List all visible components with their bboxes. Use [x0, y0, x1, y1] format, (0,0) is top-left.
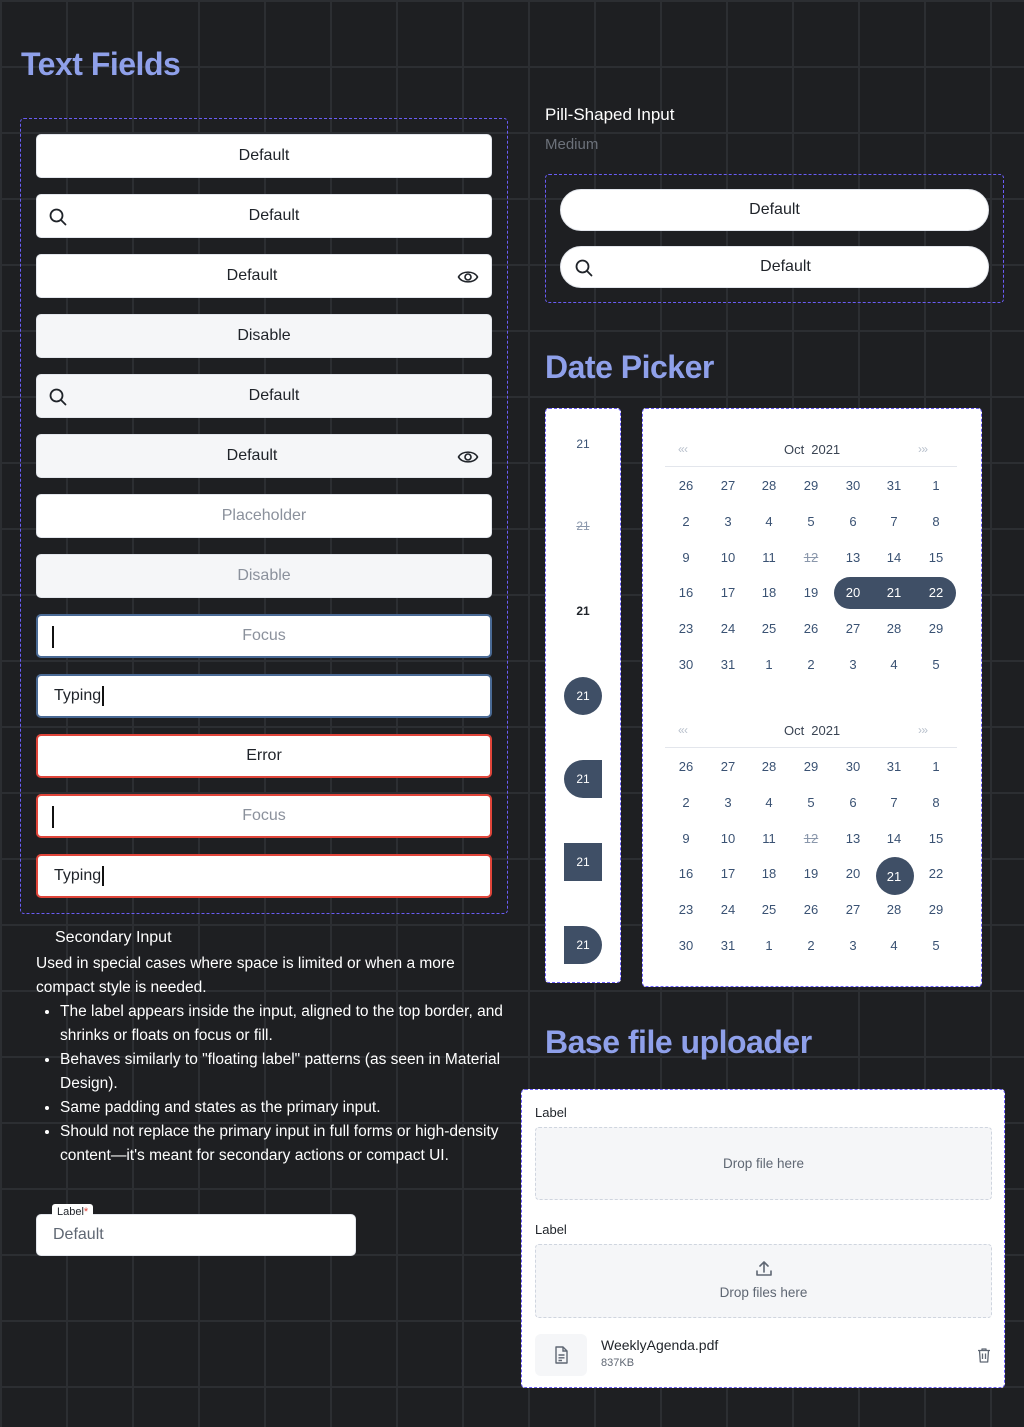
calendar-day[interactable]: 8	[932, 794, 940, 810]
calendar-day[interactable]: 28	[886, 621, 902, 637]
calendar-month: Oct	[784, 723, 805, 738]
trash-icon[interactable]	[975, 1346, 993, 1364]
calendar-day[interactable]: 16	[678, 866, 694, 882]
calendar-day[interactable]: 25	[761, 621, 777, 637]
text-caret	[52, 806, 54, 828]
calendar-day[interactable]: 31	[886, 478, 902, 493]
calendar-day[interactable]: 14	[886, 549, 902, 565]
calendar-day[interactable]: 4	[890, 938, 898, 953]
calendar-day[interactable]: 17	[720, 866, 736, 882]
list-item: • The label appears inside the input, aligned to the top border, and shrinks or floats on focus or fill.	[60, 1000, 506, 1048]
calendar-day[interactable]: 31	[886, 759, 902, 774]
uploader-label: Label	[535, 1105, 567, 1120]
upload-icon	[754, 1259, 774, 1279]
calendar-day[interactable]: 11	[762, 830, 776, 846]
pill-input-value: Default	[760, 258, 811, 275]
text-field-value: Default	[226, 447, 278, 464]
uploader-title: Base file uploader	[545, 1024, 812, 1060]
text-field-search-filled[interactable]	[36, 374, 492, 418]
day-disabled: 21	[576, 519, 590, 533]
required-mark: *	[83, 1206, 89, 1218]
calendar-day: 12	[803, 549, 819, 565]
day-range-start[interactable]: 21	[564, 760, 602, 798]
calendar-day[interactable]: 29	[803, 759, 819, 774]
calendar-day[interactable]: 5	[932, 938, 940, 953]
text-field-focus[interactable]	[36, 614, 492, 658]
calendar-day[interactable]: 6	[849, 794, 857, 810]
pill-input-search[interactable]	[560, 246, 989, 288]
calendar-day[interactable]: 13	[845, 549, 861, 565]
text-caret	[52, 626, 54, 648]
calendar-day[interactable]: 23	[678, 902, 694, 918]
text-field-disabled-empty	[36, 554, 492, 598]
calendar-day[interactable]: 25	[761, 902, 777, 918]
calendar-day[interactable]: 11	[762, 549, 776, 565]
calendar-next-nav[interactable]: › »	[918, 723, 927, 737]
text-field-value: Typing	[54, 687, 102, 704]
calendar-day[interactable]: 2	[807, 938, 815, 953]
calendar-day[interactable]: 31	[720, 657, 736, 672]
calendar-day[interactable]: 4	[890, 657, 898, 672]
calendar-day[interactable]: 31	[720, 938, 736, 953]
calendar-day[interactable]: 16	[678, 585, 694, 601]
calendar-year: 2021	[811, 442, 841, 457]
calendar-day[interactable]: 23	[678, 621, 694, 637]
text-caret	[102, 866, 104, 886]
calendar-day[interactable]: 1	[765, 938, 773, 953]
calendar-day[interactable]: 19	[803, 585, 819, 601]
text-field-value: Default	[248, 207, 300, 224]
calendar-month: Oct	[784, 442, 805, 457]
text-field-password-filled[interactable]	[36, 434, 492, 478]
calendar-day[interactable]: 26	[803, 902, 819, 918]
calendar-day[interactable]: 10	[720, 549, 736, 565]
list-item: • Behaves similarly to "floating label" patterns (as seen in Material Design).	[60, 1048, 506, 1096]
eye-icon[interactable]	[457, 267, 479, 287]
calendar-day[interactable]: 22	[928, 585, 944, 601]
drop-zone-single[interactable]	[535, 1127, 992, 1200]
text-field-error-focus[interactable]	[36, 794, 492, 838]
drop-zone-text: Drop file here	[722, 1156, 805, 1171]
calendar-day[interactable]: 27	[845, 621, 861, 637]
secondary-input-field[interactable]	[36, 1214, 356, 1256]
calendar-day[interactable]: 18	[761, 585, 777, 601]
text-field-placeholder[interactable]	[36, 494, 492, 538]
calendar-next-nav[interactable]: › »	[918, 442, 927, 456]
calendar-divider	[665, 747, 957, 748]
calendar-day[interactable]: 2	[682, 794, 690, 810]
calendar-day[interactable]: 9	[682, 549, 690, 565]
calendar-day[interactable]: 27	[720, 759, 736, 774]
text-fields-title: Text Fields	[21, 46, 181, 82]
drop-zone-multiple[interactable]	[535, 1244, 992, 1318]
calendar-day[interactable]: 8	[932, 513, 940, 529]
calendar-day[interactable]: 7	[890, 513, 898, 529]
secondary-input-bullets	[36, 1000, 506, 1168]
calendar-day[interactable]: 22	[928, 866, 944, 882]
search-icon	[48, 387, 68, 407]
pill-input-size: Medium	[545, 136, 599, 153]
eye-icon[interactable]	[457, 447, 479, 467]
secondary-input-floating-label	[52, 1204, 93, 1220]
calendar-day[interactable]: 21	[886, 585, 902, 601]
calendar-day[interactable]: 1	[932, 759, 940, 774]
calendar-day[interactable]: 17	[720, 585, 736, 601]
calendar-day[interactable]: 4	[765, 794, 773, 810]
calendar-day[interactable]: 27	[845, 902, 861, 918]
calendar-day[interactable]: 30	[845, 759, 861, 774]
drop-zone-text: Drop files here	[719, 1285, 808, 1300]
text-field-value: Default	[226, 267, 278, 284]
calendar-day[interactable]: 3	[724, 794, 732, 810]
calendar-day[interactable]: 19	[803, 866, 819, 882]
text-field-typing[interactable]	[36, 674, 492, 718]
calendar-day[interactable]: 10	[720, 830, 736, 846]
day-range-middle[interactable]: 21	[564, 843, 602, 881]
day-range-end[interactable]: 21	[564, 926, 602, 964]
calendar-year: 2021	[811, 723, 841, 738]
list-item: • Same padding and states as the primary input.	[60, 1096, 506, 1120]
calendar-day[interactable]: 2	[682, 513, 690, 529]
calendar-day[interactable]: 28	[761, 478, 777, 493]
day-default[interactable]: 21	[576, 437, 590, 451]
calendar-day[interactable]: 1	[932, 478, 940, 493]
calendar-day[interactable]: 28	[761, 759, 777, 774]
search-icon	[48, 207, 68, 227]
file-size: 837KB	[601, 1357, 635, 1369]
calendar-month-year[interactable]	[784, 723, 840, 738]
pill-input-default[interactable]	[560, 189, 989, 231]
text-field-value: Error	[246, 747, 282, 764]
calendar-day[interactable]: 3	[849, 938, 857, 953]
text-field-value: Focus	[242, 627, 286, 644]
text-field-value: Disable	[237, 327, 291, 344]
calendar-day[interactable]: 15	[928, 549, 944, 565]
file-icon-box	[535, 1334, 587, 1376]
text-field-value: Disable	[237, 567, 291, 584]
calendar-day[interactable]: 26	[678, 478, 694, 493]
calendar-day[interactable]: 24	[720, 902, 736, 918]
secondary-input-summary: Used in special cases where space is limited or when a more compact style is needed.	[36, 955, 455, 996]
calendar-day[interactable]: 5	[807, 513, 815, 529]
calendar-day[interactable]: 2	[807, 657, 815, 672]
secondary-input-value: Default	[53, 1226, 104, 1243]
calendar-day[interactable]: 20	[845, 866, 861, 882]
calendar-day[interactable]: 1	[765, 657, 773, 672]
secondary-input-description	[36, 952, 506, 1168]
text-field-value: Default	[248, 387, 300, 404]
text-field-error-typing[interactable]	[36, 854, 492, 898]
calendar-month-year[interactable]	[784, 442, 840, 457]
file-name: WeeklyAgenda.pdf	[601, 1337, 719, 1353]
calendar-day[interactable]: 9	[682, 830, 690, 846]
text-field-placeholder-text: Placeholder	[221, 507, 307, 524]
calendar-day[interactable]: 5	[932, 657, 940, 672]
calendar-prev-nav[interactable]: « ‹	[678, 442, 687, 456]
calendar-day[interactable]: 29	[928, 902, 944, 918]
calendar-day[interactable]: 18	[761, 866, 777, 882]
day-selected-single[interactable]: 21	[564, 677, 602, 715]
document-icon	[551, 1345, 571, 1365]
calendar-day[interactable]: 7	[890, 794, 898, 810]
text-field-password[interactable]	[36, 254, 492, 298]
day-today[interactable]: 21	[576, 604, 590, 618]
list-item: • Should not replace the primary input in full forms or high-density content—it's meant for secondary actions or compact UI.	[60, 1120, 506, 1168]
calendar-day[interactable]: 26	[678, 759, 694, 774]
calendar-day[interactable]: 30	[678, 657, 694, 672]
calendar-day[interactable]: 6	[849, 513, 857, 529]
text-field-search[interactable]	[36, 194, 492, 238]
calendar-day[interactable]: 13	[845, 830, 861, 846]
text-field-value: Default	[238, 147, 290, 164]
calendar-day[interactable]: 24	[720, 621, 736, 637]
calendar-day[interactable]: 15	[928, 830, 944, 846]
search-icon	[574, 258, 594, 278]
pill-input-value: Default	[749, 201, 800, 218]
calendar-day[interactable]: 28	[886, 902, 902, 918]
calendar-day[interactable]: 30	[845, 478, 861, 493]
calendar-day[interactable]: 27	[720, 478, 736, 493]
text-field-value: Focus	[242, 807, 286, 824]
calendar-day[interactable]: 21	[886, 869, 902, 885]
date-picker-title: Date Picker	[545, 349, 714, 385]
calendar-day[interactable]: 3	[849, 657, 857, 672]
text-field-error[interactable]	[36, 734, 492, 778]
calendar-day[interactable]: 20	[845, 585, 861, 601]
text-field-value: Typing	[54, 867, 102, 884]
secondary-input-label: Label	[57, 1206, 84, 1218]
calendar-day[interactable]: 4	[765, 513, 773, 529]
calendar-divider	[665, 466, 957, 467]
text-field-default[interactable]	[36, 134, 492, 178]
calendar-day[interactable]: 14	[886, 830, 902, 846]
text-caret	[102, 686, 104, 706]
calendar-day[interactable]: 29	[928, 621, 944, 637]
calendar-day: 12	[803, 830, 819, 846]
calendar-day[interactable]: 5	[807, 794, 815, 810]
calendar-day[interactable]: 26	[803, 621, 819, 637]
calendar-prev-nav[interactable]: « ‹	[678, 723, 687, 737]
text-field-disabled	[36, 314, 492, 358]
calendar-day[interactable]: 30	[678, 938, 694, 953]
secondary-input-heading: Secondary Input	[55, 929, 172, 946]
calendar-day[interactable]: 29	[803, 478, 819, 493]
calendar-day[interactable]: 3	[724, 513, 732, 529]
uploader-label: Label	[535, 1222, 567, 1237]
pill-input-heading: Pill-Shaped Input	[545, 105, 675, 124]
